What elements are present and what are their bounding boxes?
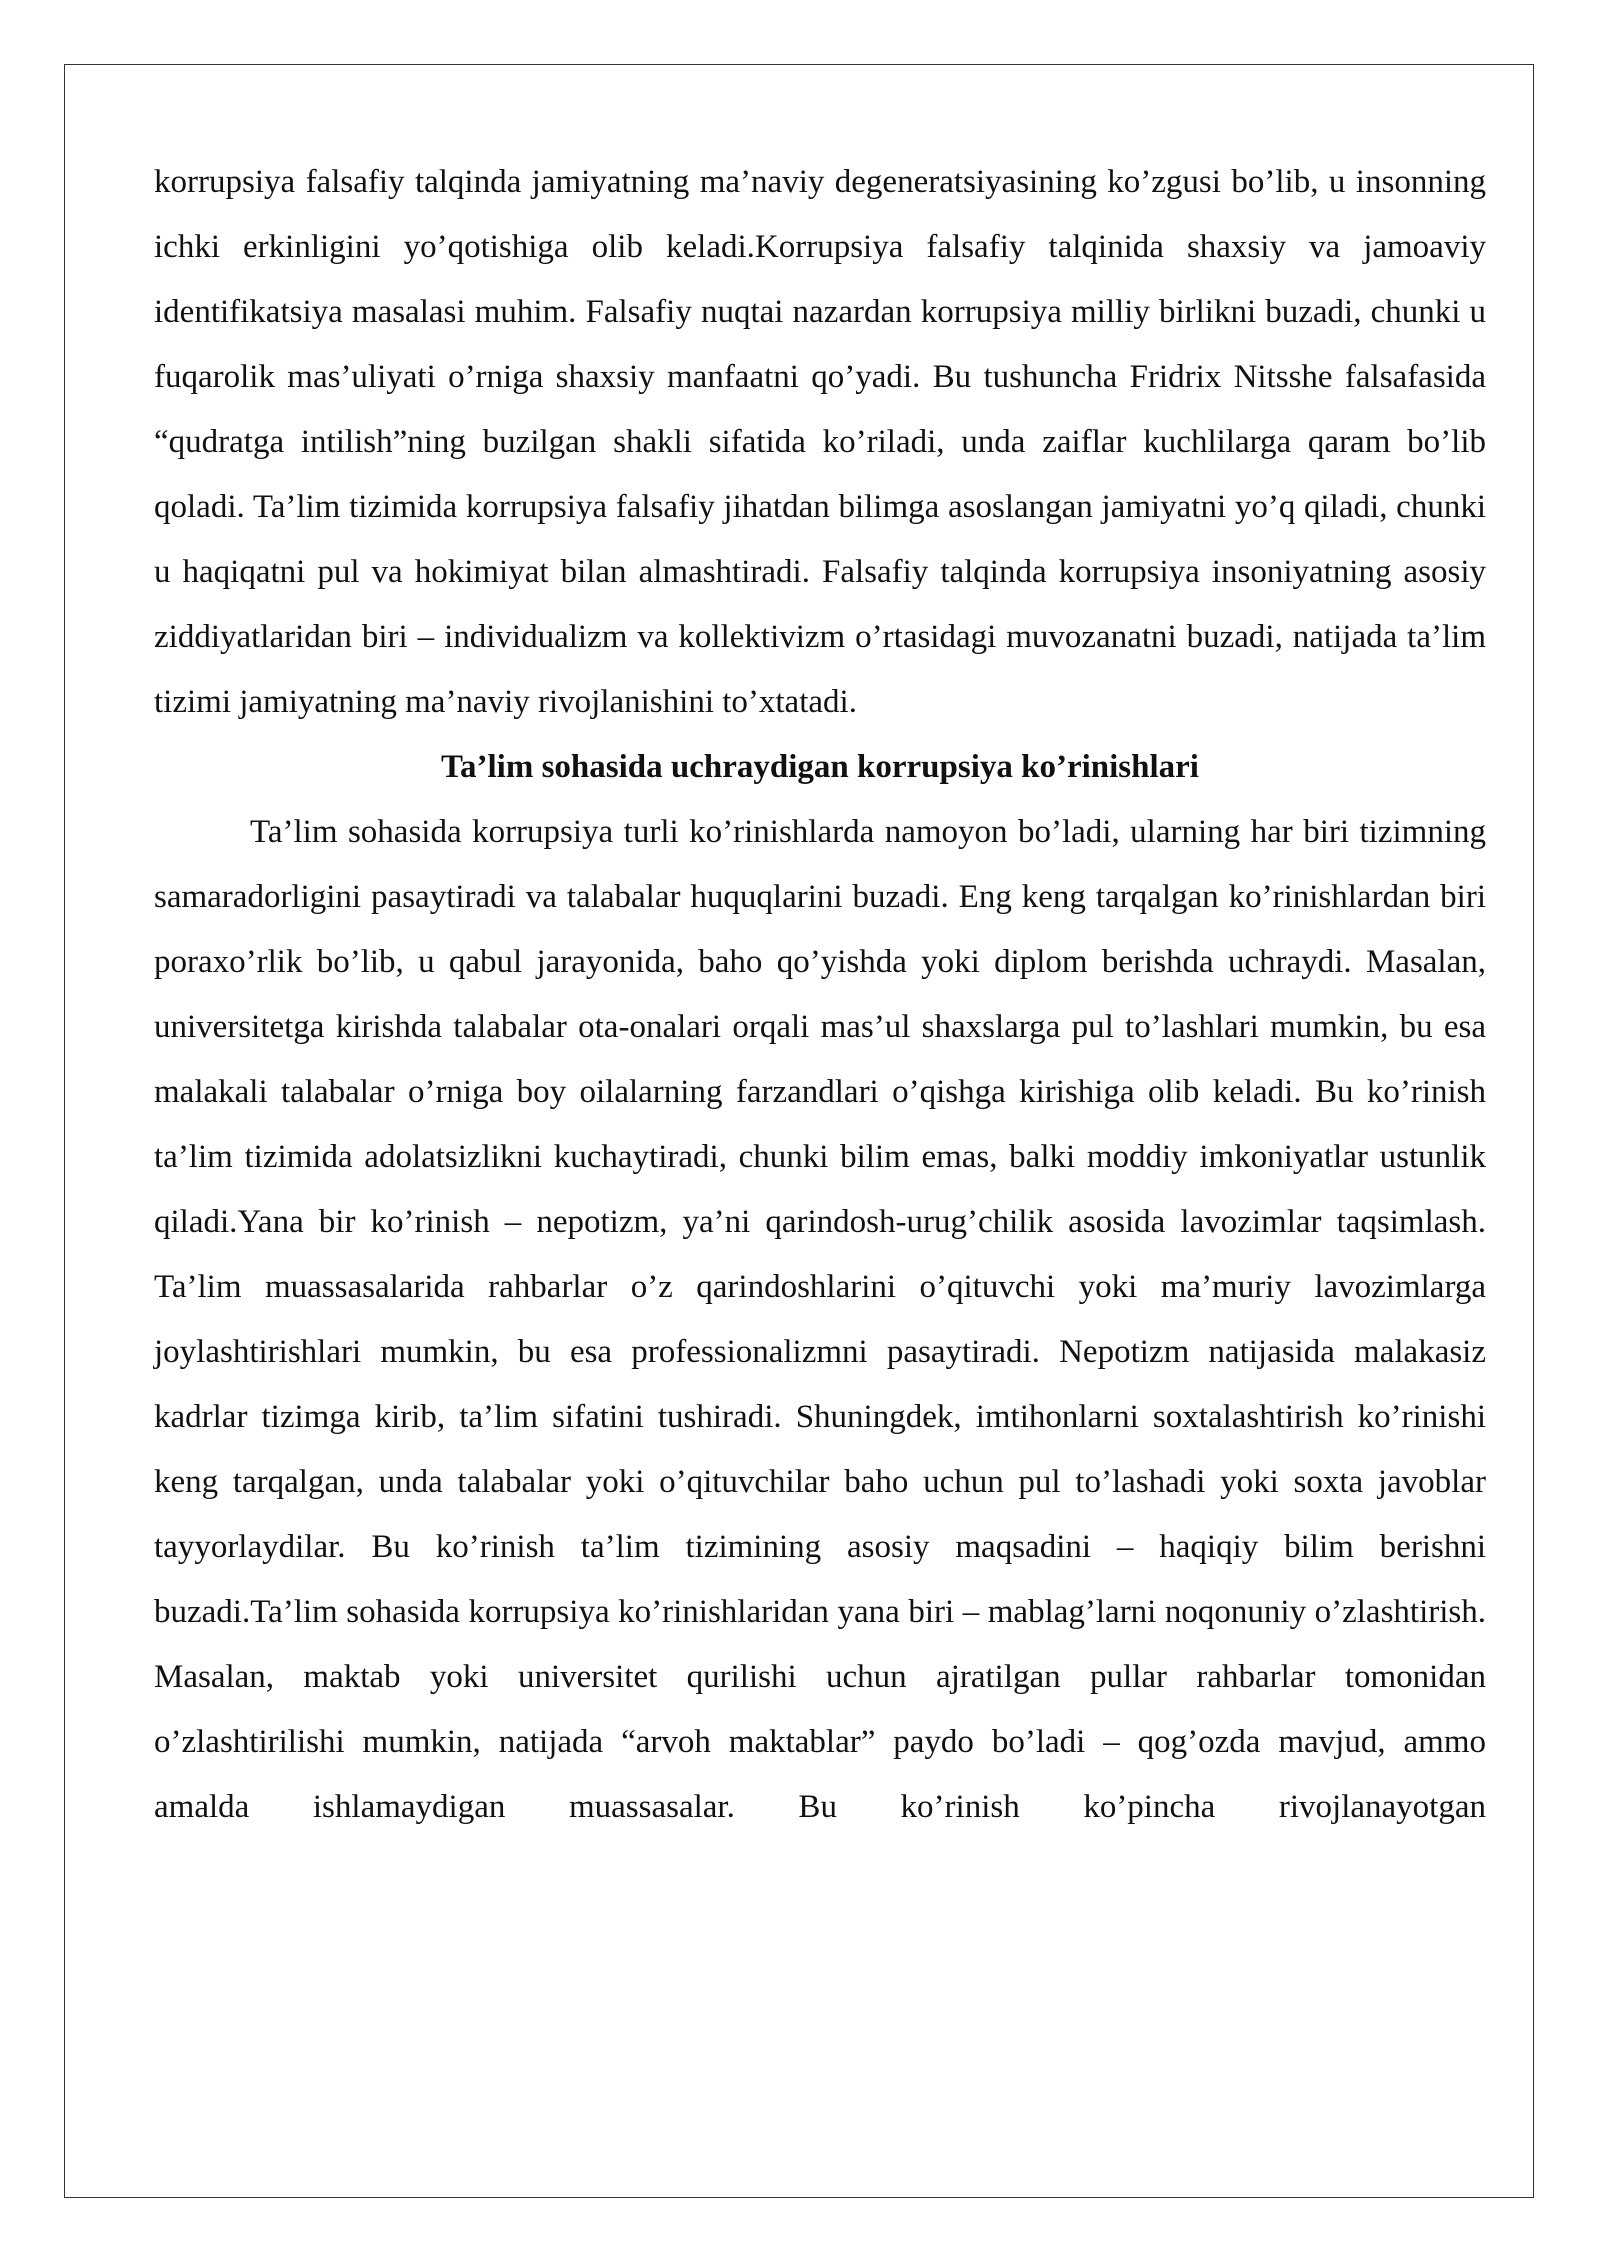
paragraph-corruption-forms: Ta’lim sohasida korrupsiya turli ko’rinishlarda namoyon bo’ladi, ularning har biri tizimning samaradorligini pasaytiradi va talabalar huquqlarini buzadi. Eng keng tarqalgan ko’rinishlardan biri poraxo’rlik bo’lib, u qabul jarayonida, baho qo’yishda yoki diplom berishda uchraydi. Masalan, universitetga kirishda talabalar ota-onalari orqali mas’ul shaxslarga pul to’lashlari mumkin, bu esa malakali talabalar o’rniga boy oilalarning farzandlari o’qishga kirishiga olib keladi. Bu ko’rinish ta’lim tizimida adolatsizlikni kuchaytiradi, chunki bilim emas, balki moddiy imkoniyatlar ustunlik qiladi.Yana bir ko’rinish – nepotizm, ya’ni qarindosh-urug’chilik asosida lavozimlar taqsimlash. Ta’lim muassasalarida rahbarlar o’z qarindoshlarini o’qituvchi yoki ma’muriy lavozimlarga joylashtirishlari mumkin, bu esa professionalizmni pasaytiradi. Nepotizm natijasida malakasiz kadrlar tizimga kirib, ta’lim sifatini tushiradi. Shuningdek, imtihonlarni soxtalashtirish ko’rinishi keng tarqalgan, unda talabalar yoki o’qituvchilar baho uchun pul to’lashadi yoki soxta javoblar tayyorlaydilar. Bu ko’rinish ta’lim tizimining asosiy maqsadini – haqiqiy bilim berishni buzadi.Ta’lim sohasida korrupsiya ko’rinishlaridan yana biri – mablag’larni noqonuniy o’zlashtirish. Masalan, maktab yoki universitet qurilishi uchun ajratilgan pullar rahbarlar tomonidan o’zlashtirilishi mumkin, natijada “arvoh maktablar” paydo bo’ladi – qog’ozda mavjud, ammo amalda ishlamaydigan muassasalar. Bu ko’rinish ko’pincha rivojlanayotgan (154, 814, 1486, 1825)
paragraph-continuation: korrupsiya falsafiy talqinda jamiyatning ma’naviy degeneratsiyasining ko’zgusi bo’lib, u insonning ichki erkinligini yo’qotishiga olib keladi.Korrupsiya falsafiy talqinida shaxsiy va jamoaviy identifikatsiya masalasi muhim. Falsafiy nuqtai nazardan korrupsiya milliy birlikni buzadi, chunki u fuqarolik mas’uliyati o’rniga shaxsiy manfaatni qo’yadi. Bu tushuncha Fridrix Nitsshe falsafasida “qudratga intilish”ning buzilgan shakli sifatida ko’riladi, unda zaiflar kuchlilarga qaram bo’lib qoladi. Ta’lim tizimida korrupsiya falsafiy jihatdan bilimga asoslangan jamiyatni yo’q qiladi, chunki u haqiqatni pul va hokimiyat bilan almashtiradi. Falsafiy talqinda korrupsiya insoniyatning asosiy ziddiyatlaridan biri – individualizm va kollektivizm o’rtasidagi muvozanatni buzadi, natijada ta’lim tizimi jamiyatning ma’naviy rivojlanishini to’xtatadi. (154, 164, 1486, 720)
section-heading: Ta’lim sohasida uchraydigan korrupsiya ko’rinishlari (441, 749, 1199, 785)
document-body (154, 150, 1486, 1840)
